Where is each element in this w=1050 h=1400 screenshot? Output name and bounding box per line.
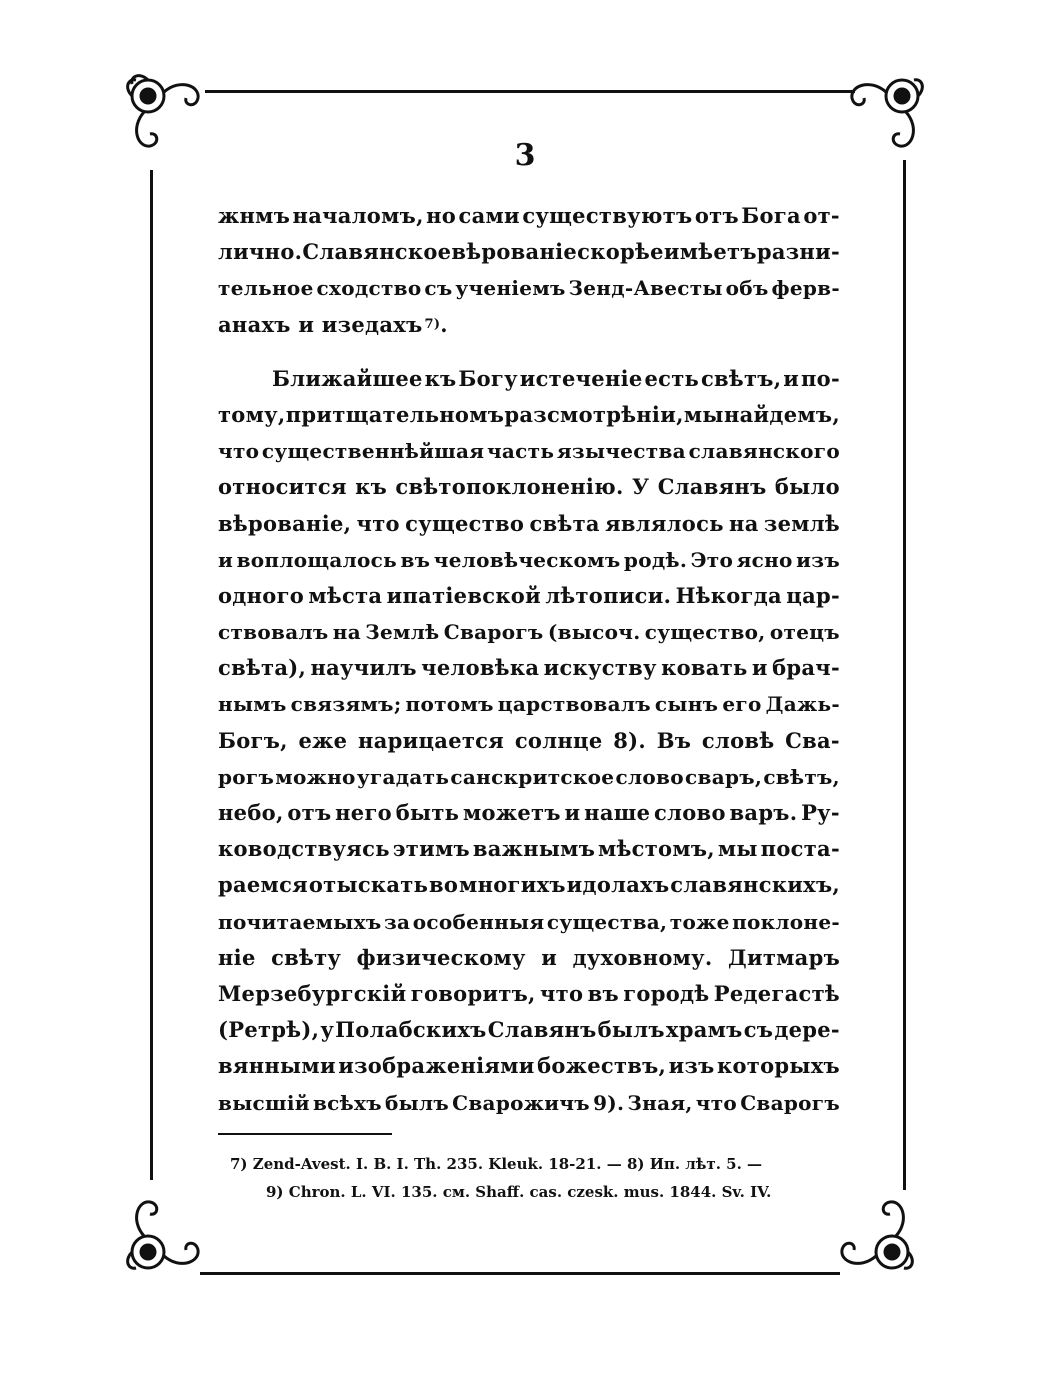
text-line: одного мѣста ипатіевской лѣтописи. Нѣкогда цар- bbox=[218, 582, 840, 608]
text-line: нымъ связямъ; потомъ царствовалъ сынъ его Дажь- bbox=[218, 692, 840, 717]
footnote-divider bbox=[218, 1133, 392, 1135]
footnote-line: 9) Chron. L. VI. 135. см. Shaff. cas. czesk. mus. 1844. Sv. IV. bbox=[266, 1183, 772, 1201]
text-line: Ближайшее къ Богу истеченіе есть свѣтъ, и по- bbox=[272, 365, 840, 391]
page-number: 3 bbox=[514, 138, 536, 173]
text-line: почитаемыхъ за особенныя существа, тоже поклоне- bbox=[218, 909, 840, 934]
text-line: лично. Славянское вѣрованіе скорѣе имѣетъ разни- bbox=[218, 239, 840, 265]
body-text bbox=[218, 198, 840, 1121]
text-line: тельное сходство съ ученіемъ Зенд-Авесты объ ферв- bbox=[218, 276, 840, 301]
footnotes bbox=[218, 1150, 840, 1206]
frame-top-line bbox=[205, 90, 855, 93]
text-line: ствовалъ на Землѣ Сварогъ (высоч. существо, отецъ bbox=[218, 620, 840, 645]
paragraph-1 bbox=[218, 198, 840, 343]
text-line: относится къ свѣтопоклоненію. У Славянъ было bbox=[218, 474, 840, 500]
line-tail: . bbox=[440, 311, 448, 337]
text-line: тому, при тщательномъ разсмотрѣніи, мы найдемъ, bbox=[218, 401, 840, 427]
text-line: свѣта), научилъ человѣка искуству ковать и брач- bbox=[218, 655, 840, 681]
text-line: (Ретрѣ), у Полабскихъ Славянъ былъ храмъ съ дере- bbox=[218, 1017, 840, 1043]
text-line: Мерзебургскій говоритъ, что въ городѣ Редегастѣ bbox=[218, 980, 840, 1006]
text-line: и воплощалось въ человѣческомъ родѣ. Это ясно изъ bbox=[218, 547, 840, 572]
text-line: жнмъ началомъ, но сами существуютъ отъ Бога от- bbox=[218, 203, 840, 228]
text-line: ніе свѣту физическому и духовному. Дитмаръ bbox=[218, 944, 840, 970]
text-line: рогъ можно угадать санскритское слово сваръ, свѣтъ, bbox=[218, 764, 840, 789]
ornament-bottom-left-icon bbox=[118, 1180, 218, 1280]
text-line: ководствуясь этимъ важнымъ мѣстомъ, мы поста- bbox=[218, 836, 840, 862]
text-line: вѣрованіе, что существо свѣта являлось на землѣ bbox=[218, 510, 840, 536]
text-line-content: анахъ и изедахъ bbox=[218, 311, 423, 337]
frame-bottom-line bbox=[200, 1272, 840, 1275]
frame-right-line bbox=[903, 160, 906, 1190]
text-line bbox=[218, 307, 840, 343]
text-line: что существеннѣйшая часть язычества славянского bbox=[218, 439, 840, 464]
footnote-ref-7: 7) bbox=[424, 316, 441, 332]
text-line: раемся отыскать во многихъ идолахъ славянскихъ, bbox=[218, 872, 840, 898]
text-line: Богъ, еже нарицается солнце 8). Въ словѣ Сва- bbox=[218, 727, 840, 753]
footnote-line: 7) Zend-Avest. I. B. I. Th. 235. Kleuk. 18-21. — 8) Ип. лѣт. 5. — bbox=[230, 1155, 763, 1173]
text-line: вянными изображеніями божествъ, изъ которыхъ bbox=[218, 1053, 840, 1079]
paragraph-2 bbox=[218, 361, 840, 1121]
text-line: высшій всѣхъ былъ Сварожичъ 9). Зная, что Сварогъ bbox=[218, 1090, 840, 1115]
frame-left-line bbox=[150, 170, 153, 1180]
text-line: небо, отъ него быть можетъ и наше слово варъ. Ру- bbox=[218, 800, 840, 825]
